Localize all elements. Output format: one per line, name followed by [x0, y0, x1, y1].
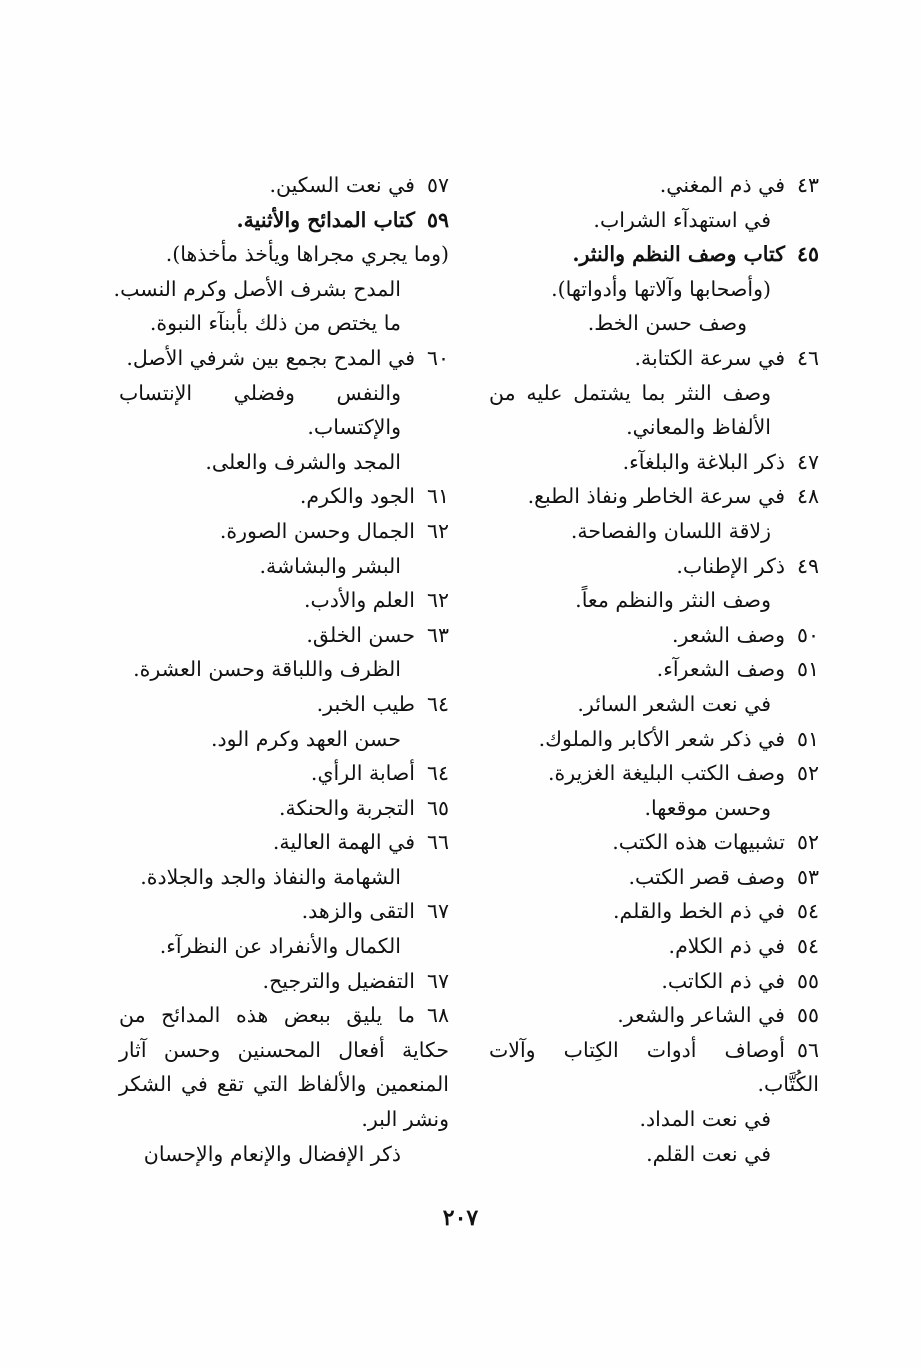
entry-text: ذكر البلاغة والبلغآء. [622, 449, 785, 474]
entry-text: في سرعة الخاطر ونفاذ الطبع. [527, 484, 785, 509]
entry-page-number: ٥٧ [426, 173, 449, 197]
entry-text: في المدح بجمع بين شرفي الأصل. [126, 345, 415, 370]
toc-entry [489, 203, 819, 238]
entry-text: وحسن موقعها. [644, 795, 771, 820]
toc-entry [489, 549, 819, 584]
entry-page-number: ٦٤ [426, 691, 449, 716]
entry-text: في ذكر شعر الأكابر والملوك. [538, 726, 785, 751]
entry-text: في ذم الخط والقلم. [612, 899, 785, 924]
toc-entry [119, 168, 449, 203]
entry-text: الجود والكرم. [299, 484, 415, 509]
entry-text: وصف حسن الخط. [587, 311, 747, 336]
entry-page-number: ٦٢ [426, 518, 449, 543]
entry-text: ذكر الإطناب. [676, 553, 785, 578]
entry-text: وصف قصر الكتب. [628, 864, 785, 889]
entry-text: زلاقة اللسان والفصاحة. [570, 518, 771, 543]
toc-entry [119, 791, 449, 826]
section-title: كتاب المدائح والأثنية. [236, 207, 415, 232]
toc-entry [489, 722, 819, 757]
toc-entry [119, 1137, 449, 1172]
toc-entry [489, 964, 819, 999]
toc-entry [119, 929, 449, 964]
entry-page-number: ٤٥ [796, 242, 819, 267]
toc-entry [119, 479, 449, 514]
entry-text: والنفس وفضلي الإنتساب والإكتساب. [119, 380, 401, 440]
toc-entry [489, 825, 819, 860]
entry-text: البشر والبشاشة. [259, 553, 401, 578]
toc-entry [489, 618, 819, 653]
toc-entry [489, 687, 819, 722]
entry-text: ما يختص من ذلك بأبنآء النبوة. [149, 311, 401, 336]
entry-page-number: ٥١ [796, 657, 819, 682]
toc-entry [489, 445, 819, 480]
toc-entry [489, 756, 819, 791]
toc-entry [119, 618, 449, 653]
entry-text: التقى والزهد. [301, 899, 415, 924]
entry-page-number: ٥٠ [796, 622, 819, 647]
entry-page-number: ٦٣ [426, 622, 449, 647]
toc-entry [489, 272, 819, 307]
toc-entry [113, 272, 449, 307]
entry-page-number: ٤٧ [796, 449, 819, 474]
entry-text: طيب الخبر. [316, 691, 415, 716]
entry-text: وصف النثر والنظم معاً. [575, 588, 771, 613]
entry-page-number: ٦٦ [426, 830, 449, 855]
entry-text: في نعت السكين. [269, 173, 415, 197]
toc-entry [119, 341, 449, 376]
entry-page-number: ٥٤ [796, 934, 819, 959]
toc-entry [119, 722, 449, 757]
entry-page-number: ٦٤ [426, 761, 449, 786]
entry-text: في الهمة العالية. [272, 830, 415, 855]
entry-text: في سرعة الكتابة. [634, 345, 785, 370]
toc-entry [119, 756, 449, 791]
toc-entry [119, 583, 449, 618]
entry-page-number: ٤٦ [796, 345, 819, 370]
entry-page-number: ٥٥ [796, 1003, 819, 1028]
entry-page-number: ٤٣ [796, 173, 819, 197]
entry-text: في نعت المداد. [639, 1107, 771, 1132]
entry-text: الجمال وحسن الصورة. [219, 518, 415, 543]
entry-text: في الشاعر والشعر. [617, 1003, 785, 1028]
entry-page-number: ٦٨ [426, 1003, 449, 1028]
entry-text: المدح بشرف الأصل وكرم النسب. [113, 276, 401, 301]
entry-page-number: ٦٥ [426, 795, 449, 820]
entry-text: أوصاف أدوات الكِتاب وآلات الكُتَّاب. [489, 1037, 819, 1097]
entry-text: في نعت الشعر السائر. [577, 691, 771, 716]
toc-entry [489, 652, 819, 687]
toc-entry [119, 998, 449, 1136]
entry-text: ما يليق ببعض هذه المدائح من حكاية أفعال المحسنين وحسن آثار المنعمين والألفاظ التي تقع في الشكر ونشر البر. [119, 1003, 449, 1132]
toc-entry [119, 687, 449, 722]
entry-text: التفضيل والترجيح. [262, 968, 415, 993]
entry-text: الكمال والأنفراد عن النظرآء. [159, 934, 401, 959]
entry-page-number: ٦٠ [426, 345, 449, 370]
entry-text: العلم والأدب. [303, 588, 415, 613]
entry-page-number: ٥٢ [796, 830, 819, 855]
toc-entry [489, 860, 819, 895]
entry-page-number: ٦١ [426, 484, 449, 509]
toc-entry [489, 306, 819, 341]
entry-page-number: ٥٢ [796, 761, 819, 786]
toc-entry [489, 514, 819, 549]
toc-entry [489, 168, 819, 203]
toc-column-right [489, 168, 819, 1171]
toc-entry [489, 479, 819, 514]
toc-entry [489, 237, 819, 272]
toc-entry [489, 376, 819, 445]
toc-column-left [113, 168, 449, 1171]
entry-text: وصف النثر بما يشتمل عليه من الألفاظ والمعاني. [489, 380, 771, 440]
entry-page-number: ٥٣ [796, 864, 819, 889]
toc-entry [489, 1137, 819, 1172]
entry-text: وصف الكتب البليغة الغزيرة. [547, 761, 785, 786]
toc-entry [489, 791, 819, 826]
entry-text: ذكر الإفضال والإنعام والإحسان [143, 1141, 401, 1166]
entry-page-number: ٦٧ [426, 968, 449, 993]
toc-entry [489, 1033, 819, 1102]
toc-entry [489, 894, 819, 929]
toc-entry [119, 964, 449, 999]
entry-page-number: ٥٥ [796, 968, 819, 993]
entry-text: المجد والشرف والعلى. [205, 449, 401, 474]
entry-text: (وما يجري مجراها ويأخذ مأخذها). [165, 242, 449, 267]
entry-text: في استهدآء الشراب. [593, 207, 771, 232]
entry-text: في ذم الكلام. [668, 934, 785, 959]
toc-entry [489, 583, 819, 618]
entry-text: التجربة والحنكة. [279, 795, 415, 820]
entry-text: أصابة الرأي. [310, 761, 415, 786]
entry-text: وصف الشعر. [672, 622, 785, 647]
entry-text: في نعت القلم. [646, 1141, 771, 1166]
toc-entry [489, 929, 819, 964]
toc-entry [119, 445, 449, 480]
entry-text: حسن الخلق. [306, 622, 415, 647]
toc-entry [119, 860, 449, 895]
toc-entry [119, 203, 449, 238]
toc-entry [119, 894, 449, 929]
toc-entry [119, 652, 449, 687]
entry-text: الظرف واللباقة وحسن العشرة. [133, 657, 401, 682]
toc-entry [119, 549, 449, 584]
entry-text: حسن العهد وكرم الود. [211, 726, 401, 751]
toc-entry [119, 514, 449, 549]
toc-entry [489, 341, 819, 376]
entry-page-number: ٥٩ [426, 207, 449, 232]
entry-text: تشبيهات هذه الكتب. [612, 830, 785, 855]
toc-entry [119, 825, 449, 860]
entry-text: في ذم الكاتب. [661, 968, 785, 993]
entry-page-number: ٤٨ [796, 484, 819, 509]
entry-page-number: ٤٩ [796, 553, 819, 578]
toc-entry [119, 306, 449, 341]
entry-text: وصف الشعرآء. [656, 657, 785, 682]
entry-page-number: ٦٢ [426, 588, 449, 613]
entry-page-number: ٥١ [796, 726, 819, 751]
entry-text: (وأصحابها وآلاتها وأدواتها). [551, 276, 771, 301]
section-title: كتاب وصف النظم والنثر. [572, 242, 785, 267]
toc-entry [489, 998, 819, 1033]
entry-page-number: ٥٦ [796, 1037, 819, 1062]
entry-text: الشهامة والنفاذ والجد والجلادة. [140, 864, 401, 889]
toc-entry [119, 376, 449, 445]
entry-page-number: ٥٤ [796, 899, 819, 924]
page-number: ٢٠٧ [442, 1205, 479, 1231]
entry-page-number: ٦٧ [426, 899, 449, 924]
entry-text: في ذم المغني. [659, 173, 785, 197]
toc-entry [489, 1102, 819, 1137]
toc-entry [119, 237, 449, 272]
